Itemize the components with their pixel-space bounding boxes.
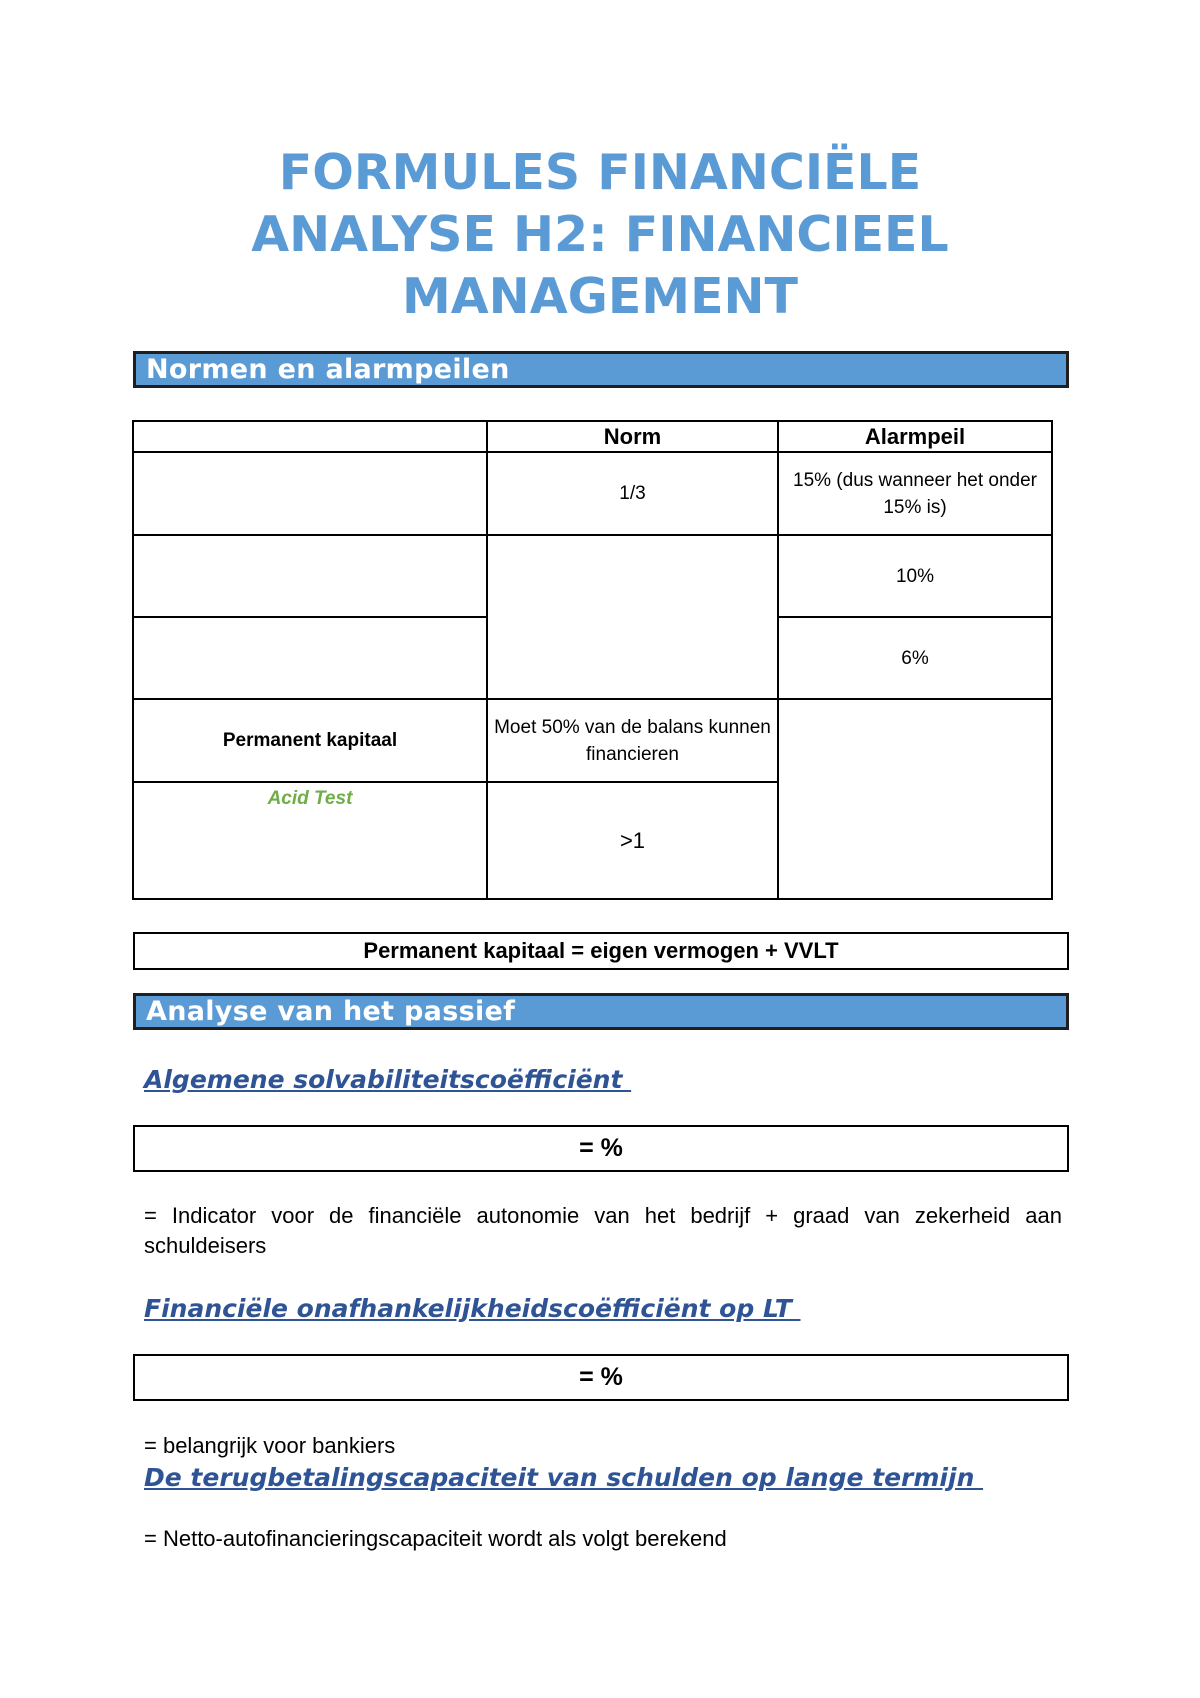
table-row — [133, 699, 1052, 782]
table-row — [133, 452, 1052, 535]
heading-onafhankelijkheid: Financiële onafhankelijkheidscoëfficiënt op LT — [144, 1294, 801, 1323]
row1-norm: 1/3 — [487, 452, 778, 535]
row1-label — [133, 452, 487, 535]
row1-alarm: 15% (dus wanneer het onder 15% is) — [778, 452, 1052, 535]
row2-alarm: 10% — [778, 535, 1052, 617]
heading-terugbetalingscapaciteit: De terugbetalingscapaciteit van schulden op lange termijn — [144, 1463, 984, 1492]
row4-norm: Moet 50% van de balans kunnen financieren — [487, 699, 778, 782]
formula-box-permanent-kapitaal: Permanent kapitaal = eigen vermogen + VVLT — [133, 932, 1069, 970]
row5-label: Acid Test — [133, 782, 487, 899]
row2-norm — [487, 535, 778, 699]
norms-table — [132, 420, 1053, 900]
header-norm: Norm — [487, 421, 778, 452]
paragraph-netto-autofinanciering: = Netto-autofinancieringscapaciteit wordt als volgt berekend — [144, 1526, 727, 1551]
section-header-passief: Analyse van het passief — [133, 993, 1069, 1030]
header-empty — [133, 421, 487, 452]
paragraph-bankiers: = belangrijk voor bankiers — [144, 1433, 396, 1458]
table-row — [133, 535, 1052, 617]
row4-alarm — [778, 699, 1052, 899]
table-header-row — [133, 421, 1052, 452]
row4-label: Permanent kapitaal — [133, 699, 487, 782]
row3-alarm: 6% — [778, 617, 1052, 699]
heading-solvabiliteit: Algemene solvabiliteitscoëfficiënt — [144, 1065, 632, 1094]
formula-box-onafhankelijkheid: = % — [133, 1354, 1069, 1401]
row2-label — [133, 535, 487, 617]
header-alarmpeil: Alarmpeil — [778, 421, 1052, 452]
formula-box-solvabiliteit: = % — [133, 1125, 1069, 1172]
row5-norm: >1 — [487, 782, 778, 899]
page-title: FORMULES FINANCIËLE ANALYSE H2: FINANCIEEL MANAGEMENT — [251, 144, 949, 325]
section-header-normen: Normen en alarmpeilen — [133, 351, 1069, 388]
row3-label — [133, 617, 487, 699]
paragraph-solvabiliteit: = Indicator voor de financiële autonomie van het bedrijf + graad van zekerheid aan schuldeisers — [144, 1203, 1062, 1258]
